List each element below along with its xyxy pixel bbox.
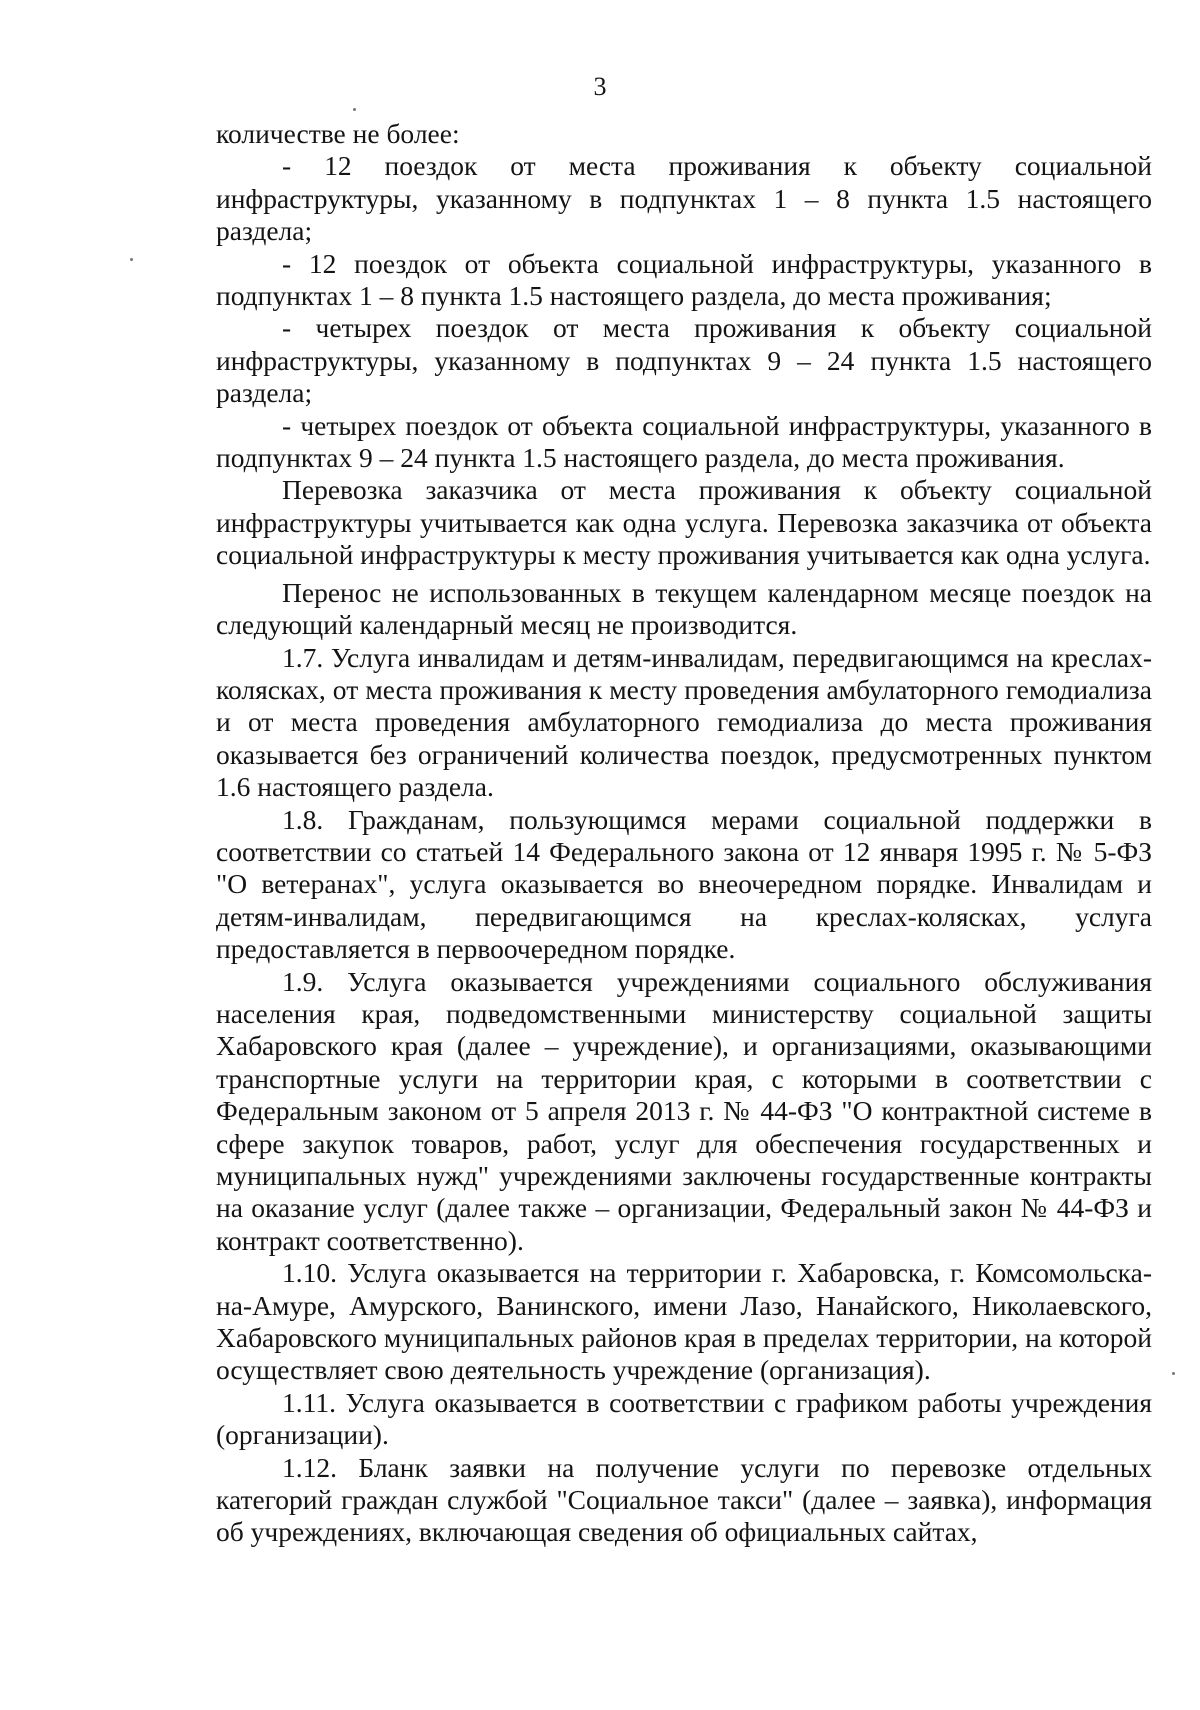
clause-1-7: 1.7. Услуга инвалидам и детям-инвалидам, передвигающимся на креслах-колясках, от места проживания к месту проведения амбулаторного гемодиализа и от места проведения амбулаторного гемодиализа до места проживания оказывается без ограничений количества поездок, предусмотренных пунктом 1.6 настоящего раздела.	[216, 641, 1152, 803]
clause-1-10: 1.10. Услуга оказывается на территории г. Хабаровска, г. Комсомольска-на-Амуре, Амурского, Ванинского, имени Лазо, Нанайского, Николаевского, Хабаровского муниципальных районов края в пределах территории, на которой осуществляет свою деятельность учреждение (организация).	[216, 1257, 1152, 1386]
paragraph-trips-carryover: Перенос не использованных в текущем календарном месяце поездок на следующий календарный месяц не производится.	[216, 576, 1152, 641]
paragraph-transport-counting: Перевозка заказчика от места проживания к объекту социальной инфраструктуры учитывается как одна услуга. Перевозка заказчика от объекта социальной инфраструктуры к месту проживания учитывается как одна услуга.	[216, 474, 1152, 571]
scan-speck	[1172, 1372, 1175, 1375]
document-body	[216, 118, 1152, 1549]
list-item-trips-4: - четырех поездок от объекта социальной инфраструктуры, указанного в подпунктах 9 – 24 пункта 1.5 настоящего раздела, до места проживания.	[216, 409, 1152, 474]
clause-1-9: 1.9. Услуга оказывается учреждениями социального обслуживания населения края, подведомственными министерству социальной защиты Хабаровского края (далее – учреждение), и организациями, оказывающими транспортные услуги на территории края, с которыми в соответствии с Федеральным законом от 5 апреля 2013 г. № 44-ФЗ "О контрактной системе в сфере закупок товаров, работ, услуг для обеспечения государственных и муниципальных нужд" учреждениями заключены государственные контракты на оказание услуг (далее также – организации, Федеральный закон № 44-ФЗ и контракт соответственно).	[216, 965, 1152, 1256]
paragraph-intro: количестве не более:	[216, 118, 460, 149]
list-item-trips-1: - 12 поездок от места проживания к объекту социальной инфраструктуры, указанному в подпунктах 1 – 8 пункта 1.5 настоящего раздела;	[216, 150, 1152, 247]
clause-1-12: 1.12. Бланк заявки на получение услуги по перевозке отдельных категорий граждан службой "Социальное такси" (далее – заявка), информация об учреждениях, включающая сведения об официальных сайтах,	[216, 1451, 1152, 1548]
list-item-trips-3: - четырех поездок от места проживания к объекту социальной инфраструктуры, указанному в подпунктах 9 – 24 пункта 1.5 настоящего раздела;	[216, 312, 1152, 409]
clause-1-8: 1.8. Гражданам, пользующимся мерами социальной поддержки в соответствии со статьей 14 Федерального закона от 12 января 1995 г. № 5-ФЗ "О ветеранах", услуга оказывается во внеочередном порядке. Инвалидам и детям-инвалидам, передвигающимся на креслах-колясках, услуга предоставляется в первоочередном порядке.	[216, 803, 1152, 965]
list-item-trips-2: - 12 поездок от объекта социальной инфраструктуры, указанного в подпунктах 1 – 8 пункта 1.5 настоящего раздела, до места проживания;	[216, 247, 1152, 312]
scan-speck	[130, 258, 133, 261]
scan-speck	[353, 108, 356, 111]
clause-1-11: 1.11. Услуга оказывается в соответствии с графиком работы учреждения (организации).	[216, 1386, 1152, 1451]
page-number: 3	[593, 72, 607, 101]
